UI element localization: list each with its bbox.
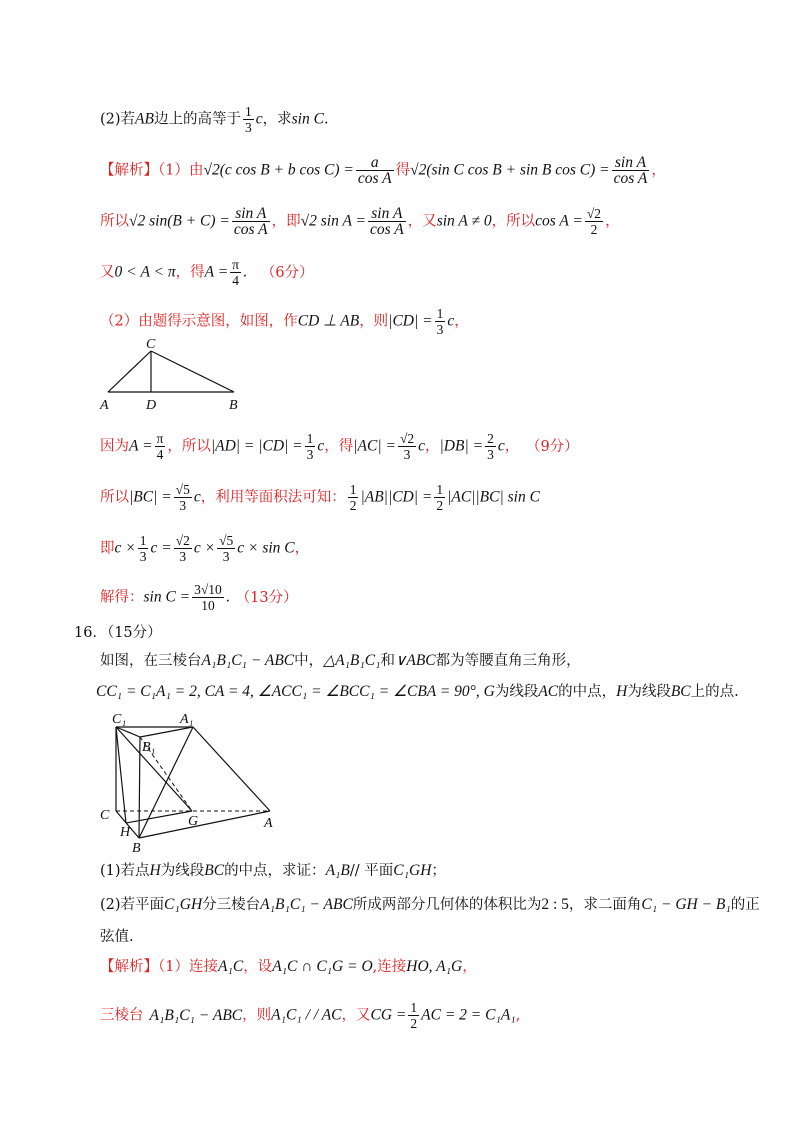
fraction: $\frac{a}{\text{cos A}}$	[357, 154, 392, 187]
fraction: $\frac{\text{sin A}}{\text{cos A}}$	[233, 205, 268, 238]
fraction-one-third: $\frac{1}{3}$	[244, 104, 252, 135]
solution2-line-2: 三棱台 A₁B₁C₁ − ABC，则A₁C₁ / / AC，又CG = $\frac{1}{2}$ AC = 2 = C₁A₁,	[100, 1000, 521, 1031]
label-a: A	[100, 398, 109, 413]
edge-b1a1	[140, 727, 193, 737]
fraction: $\frac{\pi}{4}$	[156, 431, 164, 462]
q16-heading: 16．（15分）	[74, 625, 162, 641]
solution-line-1: 【解析】（1）由√2(c cos B + b cos C) = $\frac{a}{\text{cos A}}$ 得√2(sin C cos B + sin B cos C) = $\frac{\text{sin A}}{\text{cos A}}$ ，	[100, 154, 666, 187]
fraction: $\frac{√2}{3}$	[399, 431, 415, 462]
label-c: C	[100, 808, 110, 823]
solution-tag: 【解析】	[100, 162, 158, 179]
fraction: $\frac{√5}{3}$	[175, 482, 190, 513]
segment-cb	[151, 351, 234, 392]
q16-statement-1: 如图，在三棱台A₁B₁C₁ − ABC中，△A₁B₁C₁和∨ABC都为等腰直角三角形，	[100, 652, 581, 669]
label-d: D	[146, 398, 157, 413]
edge-ba	[139, 811, 270, 838]
score-badge: （13分）	[235, 589, 298, 606]
math-edge-ab: AB	[135, 110, 154, 128]
fraction: $\frac{1}{2}$	[410, 1000, 418, 1031]
fraction: $\frac{\pi}{4}$	[232, 257, 239, 288]
fraction: $\frac{1}{3}$	[436, 306, 444, 337]
fraction: $\frac{1}{3}$	[306, 431, 314, 462]
fraction: $\frac{√2}{2}$	[586, 206, 602, 237]
label-b1: B₁	[142, 740, 156, 755]
solution-line-2: 所以√2 sin(B + C) = $\frac{\text{sin A}}{\text{cos A}}$ ，即√2 sin A = $\frac{\text{sin A}}{\text{cos A}}$ ，又sin A ≠ 0，所以cos A = $\frac{√2}{2}$ ，	[100, 205, 620, 238]
fraction: $\frac{1}{2}$	[349, 482, 357, 513]
fraction: $\frac{3√10}{10}$	[194, 582, 222, 613]
solution-line-7: 即c × $\frac{1}{3}$ c = $\frac{√2}{3}$ c × $\frac{√5}{3}$ c × sin C，	[100, 533, 310, 564]
fraction: $\frac{\text{sin A}}{\text{cos A}}$	[369, 205, 404, 238]
q16-part1: (1)若点H为线段BC的中点，求证：A₁B// 平面C₁GH；	[100, 862, 446, 879]
label-h: H	[120, 825, 131, 840]
label-a: A	[264, 816, 273, 831]
solution-line-6: 所以|BC| = $\frac{√5}{3}$ c，利用等面积法可知： $\frac{1}{2}$ |AB||CD| = $\frac{1}{2}$ |AC||BC| sin C	[100, 482, 540, 513]
triangle-figure	[96, 336, 256, 416]
solution-line-3: 又0 < A < π，得A = $\frac{\pi}{4}$ . （6分）	[100, 257, 314, 288]
solution-line-5: 因为A = $\frac{\pi}{4}$ ，所以|AD| = |CD| = $\frac{1}{3}$ c，得|AC| = $\frac{√2}{3}$ c，|DB| = $\frac{2}{3}$ c， （9分）	[100, 431, 579, 462]
label-c1: C₁	[112, 712, 127, 727]
edge-c1h	[116, 727, 126, 823]
fraction: $\frac{√5}{3}$	[219, 533, 234, 564]
fraction: $\frac{1}{2}$	[436, 482, 444, 513]
label-b: B	[229, 398, 238, 413]
label-g: G	[188, 814, 199, 829]
fraction: $\frac{√2}{3}$	[175, 533, 190, 564]
solution2-line-1: 【解析】（1）连接A₁C，设A₁C ∩ C₁G = O,连接HO, A₁G，	[100, 958, 477, 975]
label-a1: A₁	[180, 712, 194, 727]
score-badge: （6分）	[260, 264, 314, 281]
q15-part2-line: (2)若AB边上的高等于 $\frac{1}{3}$ c，求sin C.	[100, 104, 329, 135]
fraction: $\frac{1}{3}$	[139, 533, 147, 564]
fraction: $\frac{2}{3}$	[487, 431, 494, 462]
q16-statement-2: CC₁ = C₁A₁ = 2, CA = 4, ∠ACC₁ = ∠BCC₁ = ∠CBA = 90°, G为线段AC的中点，H为线段BC上的点.	[96, 683, 739, 700]
label-c: C	[146, 337, 156, 352]
score-badge: （9分）	[533, 438, 579, 455]
edge-c1b1	[116, 727, 140, 737]
solution-line-8: 解得：sin C = $\frac{3√10}{10}$ . （13分）	[100, 582, 298, 613]
edge-aa1	[193, 727, 270, 811]
label-b: B	[132, 841, 141, 855]
q16-part2: (2)若平面C₁GH分三棱台A₁B₁C₁ − ABC所成两部分几何体的体积比为2 : 5，求二面角C₁ − GH − B₁的正	[100, 896, 760, 913]
edge-hg	[126, 811, 192, 823]
segment-ac	[108, 351, 151, 392]
fraction: $\frac{\text{sin A}}{\text{cos A}}$	[613, 154, 648, 187]
frustum-figure	[92, 705, 292, 855]
q16-part2-cont: 弦值.	[100, 929, 134, 945]
solution-tag: 【解析】	[100, 959, 158, 975]
solution-line-4: （2）由题得示意图，如图，作CD ⊥ AB，则|CD| = $\frac{1}{3}$ c，	[100, 306, 469, 337]
